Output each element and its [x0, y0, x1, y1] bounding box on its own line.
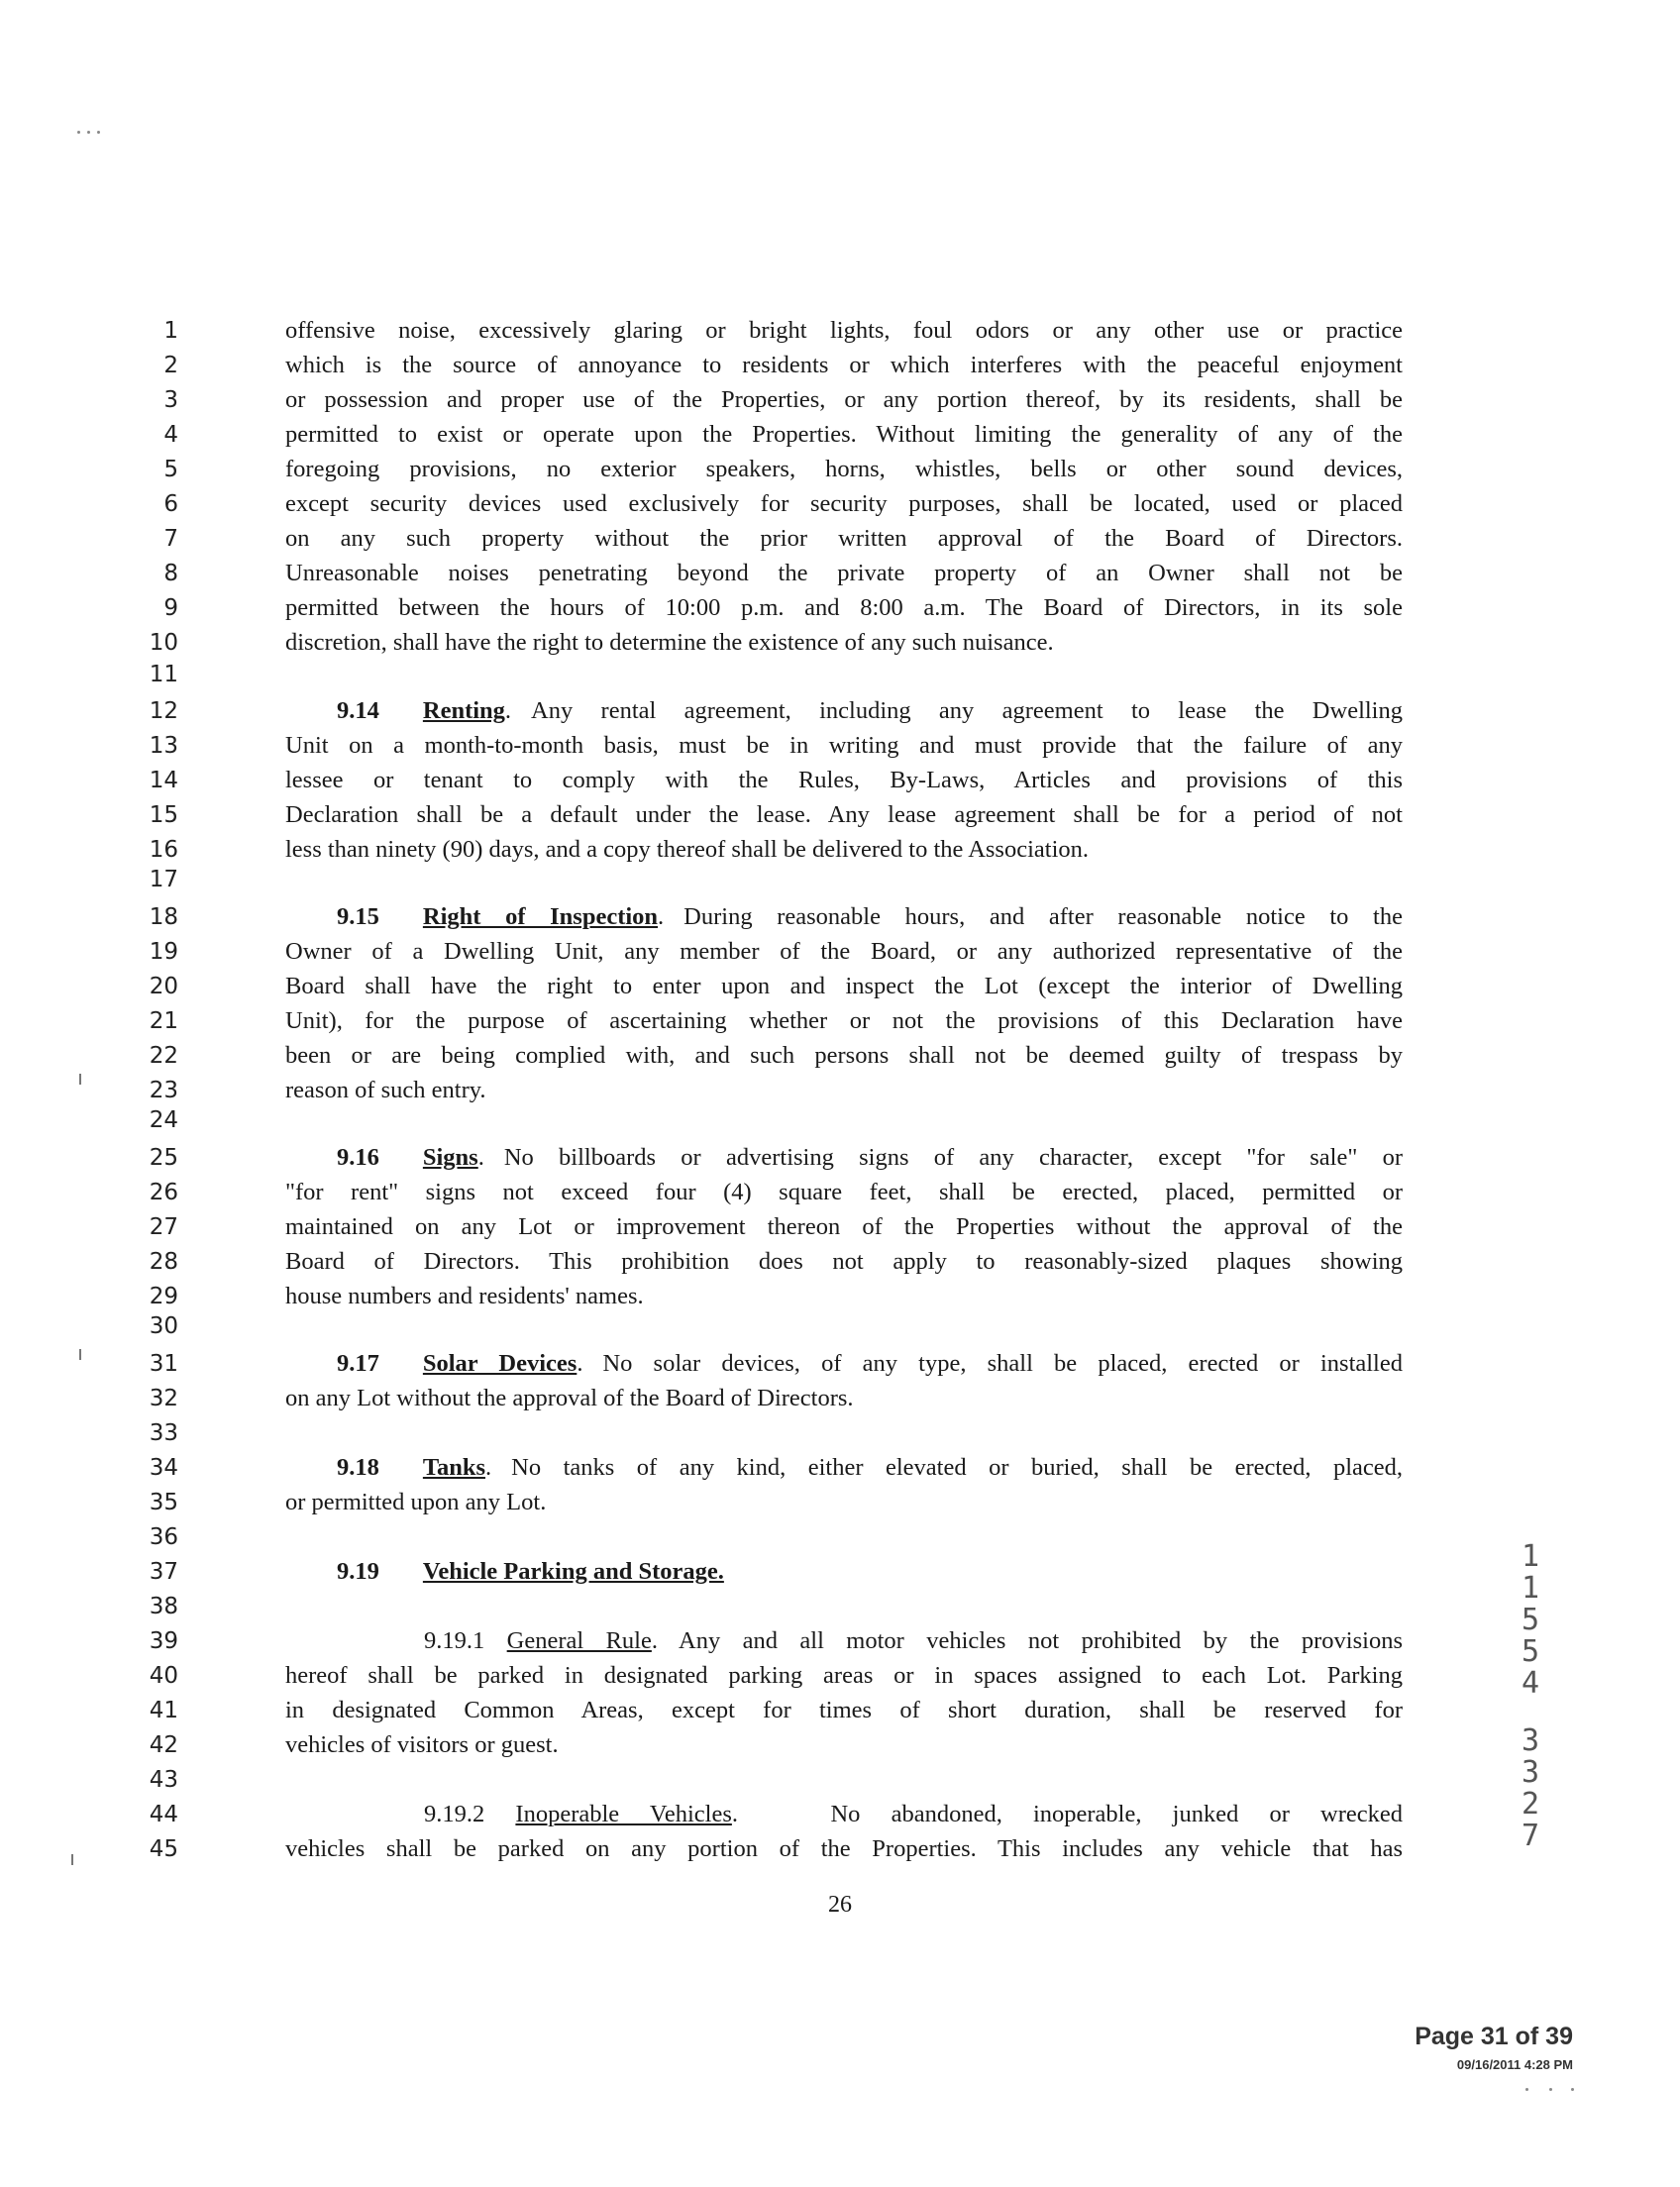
text-line: discretion, shall have the right to determine the existence of any such nuisance.: [285, 629, 1054, 656]
line-number: 38: [149, 1594, 178, 1619]
stamp-char: 3: [1521, 1723, 1540, 1758]
section-first-line: 9.19.2 Inoperable Vehicles. No abandoned, inoperable, junked or wrecked: [424, 1801, 1404, 1827]
section-first-line: 9.18 Tanks. No tanks of any kind, either elevated or buried, shall be erected, placed,: [337, 1454, 1403, 1481]
scan-speck: [87, 131, 90, 134]
section-first-line: 9.17 Solar Devices. No solar devices, of any type, shall be placed, erected or installed: [337, 1350, 1403, 1377]
section-first-line: 9.14 Renting. Any rental agreement, including any agreement to lease the Dwelling: [337, 697, 1403, 724]
text-line: in designated Common Areas, except for times of short duration, shall be reserved for: [285, 1697, 1403, 1723]
section-text: Any rental agreement, including any agreement to lease the Dwelling: [531, 697, 1403, 724]
line-number: 34: [149, 1455, 178, 1481]
text-line: reason of such entry.: [285, 1077, 486, 1103]
scan-speck: [71, 1854, 73, 1865]
section-text: No billboards or advertising signs of any character, except "for sale" or: [503, 1144, 1403, 1171]
line-number: 25: [149, 1145, 178, 1171]
line-number: 3: [163, 387, 178, 413]
section-first-line: 9.19.1 General Rule. Any and all motor vehicles not prohibited by the provisions: [424, 1627, 1403, 1654]
text-line: Unreasonable noises penetrating beyond the private property of an Owner shall not be: [285, 560, 1403, 586]
line-number: 23: [149, 1078, 178, 1103]
text-line: or possession and proper use of the Properties, or any portion thereof, by its residents, shall be: [285, 386, 1403, 413]
section-heading: Right of Inspection: [422, 903, 659, 930]
section-heading: Inoperable Vehicles: [515, 1801, 732, 1827]
text-line: offensive noise, excessively glaring or bright lights, foul odors or any other use or practice: [285, 317, 1403, 344]
line-number: 7: [163, 526, 178, 552]
stamp-char: 5: [1521, 1603, 1540, 1637]
text-line: been or are being complied with, and such persons shall not be deemed guilty of trespass by: [285, 1042, 1403, 1069]
line-number: 45: [149, 1836, 178, 1862]
line-number: 42: [149, 1732, 178, 1758]
text-line: vehicles of visitors or guest.: [285, 1731, 559, 1758]
line-number: 29: [149, 1284, 178, 1309]
section-number: 9.19.1: [424, 1627, 485, 1654]
text-line: or permitted upon any Lot.: [285, 1489, 547, 1515]
section-heading: Solar Devices: [422, 1350, 578, 1377]
stamp-char: 7: [1521, 1819, 1540, 1853]
line-number: 22: [149, 1043, 178, 1069]
line-number: 17: [149, 867, 178, 892]
text-line: less than ninety (90) days, and a copy thereof shall be delivered to the Association.: [285, 836, 1090, 863]
page-number: 26: [828, 1892, 852, 1918]
line-number: 30: [149, 1313, 178, 1339]
text-line: house numbers and residents' names.: [285, 1283, 644, 1309]
text-line: permitted to exist or operate upon the Properties. Without limiting the generality of any of the: [285, 421, 1403, 448]
line-number: 24: [149, 1107, 178, 1133]
text-line: Board shall have the right to enter upon and inspect the Lot (except the interior of Dwelling: [285, 973, 1403, 999]
stamp-char: 2: [1521, 1787, 1540, 1822]
line-number: 16: [149, 837, 178, 863]
line-number: 41: [149, 1698, 178, 1723]
scan-speck: [1549, 2088, 1552, 2091]
text-line: on any Lot without the approval of the Board of Directors.: [285, 1385, 854, 1411]
line-number: 39: [149, 1628, 178, 1654]
line-number: 44: [149, 1802, 178, 1827]
section-number: 9.15: [337, 903, 379, 930]
text-line: Board of Directors. This prohibition does not apply to reasonably-sized plaques showing: [285, 1248, 1403, 1275]
line-number: 35: [149, 1490, 178, 1515]
text-line: Unit on a month-to-month basis, must be in writing and must provide that the failure of any: [285, 732, 1403, 759]
scan-speck: [79, 1074, 81, 1085]
section-heading: Vehicle Parking and Storage.: [422, 1558, 724, 1585]
line-number: 33: [149, 1420, 178, 1446]
section-number: 9.19.2: [424, 1801, 485, 1827]
section-heading: Renting: [422, 697, 505, 724]
line-number: 12: [149, 698, 178, 724]
section-text: No solar devices, of any type, shall be placed, erected or installed: [602, 1350, 1403, 1377]
line-number: 6: [163, 491, 178, 517]
text-line: Unit), for the purpose of ascertaining whether or not the provisions of this Declaration have: [285, 1007, 1403, 1034]
section-text: No abandoned, inoperable, junked or wrecked: [830, 1801, 1404, 1827]
line-number: 2: [163, 353, 178, 378]
section-number: 9.19: [337, 1558, 379, 1585]
scan-speck: [77, 131, 80, 134]
section-text: No tanks of any kind, either elevated or buried, shall be erected, placed,: [511, 1454, 1403, 1481]
stamp-char: 4: [1521, 1666, 1540, 1701]
text-line: on any such property without the prior written approval of the Board of Directors.: [285, 525, 1403, 552]
line-number: 18: [149, 904, 178, 930]
section-first-line: 9.15 Right of Inspection. During reasonable hours, and after reasonable notice to the: [337, 903, 1403, 930]
line-number: 5: [163, 457, 178, 482]
text-line: lessee or tenant to comply with the Rules, By-Laws, Articles and provisions of this: [285, 767, 1403, 793]
scan-speck: [97, 131, 100, 134]
line-number: 43: [149, 1767, 178, 1793]
line-number: 11: [149, 662, 178, 687]
text-line: Owner of a Dwelling Unit, any member of the Board, or any authorized representative of the: [285, 938, 1403, 965]
line-number: 9: [163, 595, 178, 621]
scan-speck: [1571, 2088, 1574, 2091]
line-number: 1: [163, 318, 178, 344]
line-number: 13: [149, 733, 178, 759]
section-number: 9.17: [337, 1350, 379, 1377]
line-number: 36: [149, 1524, 178, 1550]
text-line: foregoing provisions, no exterior speakers, horns, whistles, bells or other sound devices,: [285, 456, 1403, 482]
text-line: maintained on any Lot or improvement thereon of the Properties without the approval of the: [285, 1213, 1403, 1240]
line-number: 14: [149, 768, 178, 793]
section-first-line: 9.16 Signs. No billboards or advertising signs of any character, except "for sale" or: [337, 1144, 1403, 1171]
section-number: 9.16: [337, 1144, 379, 1171]
text-line: permitted between the hours of 10:00 p.m. and 8:00 a.m. The Board of Directors, in its sole: [285, 594, 1403, 621]
line-number: 10: [149, 630, 178, 656]
section-heading: Signs: [422, 1144, 478, 1171]
section-text: Any and all motor vehicles not prohibited by the provisions: [679, 1627, 1403, 1654]
recording-stamp: [1516, 1541, 1545, 1852]
line-number: 27: [149, 1214, 178, 1240]
section-heading: Tanks: [422, 1454, 486, 1481]
section-first-line: [337, 1560, 1403, 1585]
text-line: which is the source of annoyance to residents or which interferes with the peaceful enjoyment: [285, 352, 1403, 378]
line-number: 8: [163, 561, 178, 586]
line-number: 28: [149, 1249, 178, 1275]
stamp-char: 1: [1521, 1539, 1540, 1574]
text-line: Declaration shall be a default under the lease. Any lease agreement shall be for a period of not: [285, 801, 1403, 828]
line-number: 20: [149, 974, 178, 999]
line-number: 21: [149, 1008, 178, 1034]
line-number: 19: [149, 939, 178, 965]
section-text: During reasonable hours, and after reasonable notice to the: [683, 903, 1403, 930]
text-line: "for rent" signs not exceed four (4) square feet, shall be erected, placed, permitted or: [285, 1179, 1403, 1205]
scan-speck: [79, 1349, 81, 1360]
line-number: 37: [149, 1559, 178, 1585]
stamp-char: 1: [1521, 1571, 1540, 1606]
section-number: 9.18: [337, 1454, 379, 1481]
footer-page-label: Page 31 of 39: [1415, 2023, 1573, 2050]
line-number: 31: [149, 1351, 178, 1377]
line-number: 40: [149, 1663, 178, 1689]
line-number: 15: [149, 802, 178, 828]
line-number: 32: [149, 1386, 178, 1411]
line-number: 4: [163, 422, 178, 448]
scan-speck: [1525, 2088, 1528, 2091]
section-number: 9.14: [337, 697, 379, 724]
stamp-char: 3: [1521, 1755, 1540, 1790]
text-line: except security devices used exclusively for security purposes, shall be located, used or placed: [285, 490, 1403, 517]
footer-timestamp: 09/16/2011 4:28 PM: [1456, 2057, 1573, 2072]
stamp-char: 5: [1521, 1634, 1540, 1669]
line-number: 26: [149, 1180, 178, 1205]
stamp-spacer: [1516, 1700, 1545, 1725]
section-heading: General Rule: [506, 1627, 652, 1654]
text-line: vehicles shall be parked on any portion of the Properties. This includes any vehicle that has: [285, 1835, 1403, 1862]
text-line: hereof shall be parked in designated parking areas or in spaces assigned to each Lot. Parking: [285, 1662, 1403, 1689]
